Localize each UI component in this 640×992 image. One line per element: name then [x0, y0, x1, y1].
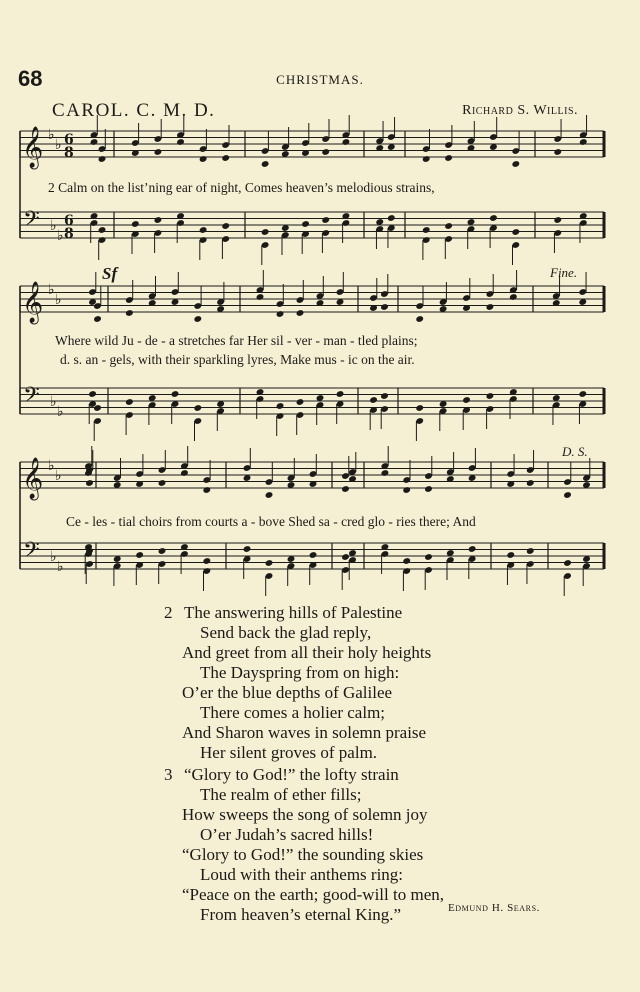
notehead [202, 557, 211, 565]
page-number: 68 [18, 66, 43, 91]
notehead [402, 486, 411, 494]
verse-line: The Dayspring from on high: [200, 663, 400, 682]
notehead [578, 390, 587, 398]
notehead [88, 390, 97, 398]
notehead [98, 155, 107, 163]
running-title: CHRISTMAS. [276, 72, 364, 87]
ds-mark: D. S. [562, 444, 588, 459]
notehead [444, 222, 453, 230]
lyrics-system-3: Ce - les - tial choirs from courts a - bove Shed sa - cred glo - ries there; And [66, 514, 476, 529]
notehead [176, 138, 185, 146]
flat-sign: ♭ [57, 559, 64, 575]
notehead [154, 216, 163, 224]
notehead [221, 222, 230, 230]
treble-clef: 𝄞 [22, 127, 44, 168]
notehead [369, 396, 378, 404]
notehead [171, 390, 180, 398]
verse-author: Edmund H. Sears. [447, 902, 540, 914]
notehead [193, 404, 202, 412]
notehead [125, 309, 134, 317]
bass-clef: 𝄢 [23, 538, 40, 568]
notehead [486, 303, 495, 311]
notehead [553, 148, 562, 156]
verse-line: “Glory to God!” the lofty strain [184, 765, 399, 784]
notehead [199, 155, 208, 163]
notehead [276, 310, 285, 318]
notehead [125, 398, 134, 406]
verse-line: Send back the glad reply, [200, 623, 372, 642]
notehead [579, 138, 588, 146]
notehead [154, 148, 163, 156]
notehead [321, 216, 330, 224]
notehead [489, 214, 498, 222]
notehead [85, 479, 94, 487]
notehead [506, 551, 515, 559]
notehead [93, 315, 102, 323]
notehead [468, 545, 477, 553]
notehead [276, 402, 285, 410]
verse-line: “Glory to God!” the sounding skies [182, 845, 424, 864]
verse-line: The realm of ether fills; [200, 785, 362, 804]
notehead [486, 392, 495, 400]
notehead [563, 559, 572, 567]
verse-line: The answering hills of Palestine [184, 603, 403, 622]
notehead [526, 479, 535, 487]
verse-line: And greet from all their holy heights [182, 643, 432, 662]
flat-sign: ♭ [50, 218, 57, 234]
bass-clef: 𝄢 [23, 207, 40, 237]
flat-sign: ♭ [50, 394, 57, 410]
verse-line: How sweeps the song of solemn joy [182, 805, 428, 824]
notehead [265, 559, 274, 567]
notehead [509, 293, 518, 301]
flat-sign: ♭ [48, 282, 55, 298]
treble-clef: 𝄞 [22, 458, 44, 499]
notehead [135, 551, 144, 559]
notehead [511, 228, 520, 236]
verse-number: 3 [164, 765, 173, 784]
notehead [265, 491, 274, 499]
notehead [444, 154, 453, 162]
notehead [415, 315, 424, 323]
flat-sign: ♭ [48, 127, 55, 143]
notehead [380, 392, 389, 400]
verse-line: And Sharon waves in solemn praise [182, 723, 427, 742]
notehead [256, 293, 265, 301]
notehead [301, 220, 310, 228]
notehead [380, 303, 389, 311]
verse-line: There comes a holier calm; [200, 703, 386, 722]
notehead [202, 486, 211, 494]
flat-sign: ♭ [55, 137, 62, 153]
notehead [243, 545, 252, 553]
flat-sign: ♭ [48, 458, 55, 474]
notehead [553, 216, 562, 224]
notehead [193, 315, 202, 323]
notehead [422, 155, 431, 163]
time-signature-top: 6 [64, 213, 74, 229]
verse-line: Her silent groves of palm. [200, 743, 378, 762]
notehead [341, 553, 350, 561]
notehead [526, 547, 535, 555]
verse-line: O’er Judah’s sacred hills! [200, 825, 374, 844]
time-signature-bottom: 8 [64, 226, 74, 242]
verse-line: Loud with their anthems ring: [200, 865, 404, 884]
flat-sign: ♭ [55, 292, 62, 308]
notehead [424, 485, 433, 493]
lyrics-system-2-line-2: d. s. an - gels, with their sparkling lyres, Make mus - ic on the air. [60, 352, 415, 367]
notehead [309, 551, 318, 559]
notehead [296, 398, 305, 406]
notehead [511, 160, 520, 168]
notehead [321, 148, 330, 156]
notehead [563, 491, 572, 499]
lyrics-system-2-line-1: Where wild Ju - de - a stretches far Her sil - ver - man - tled plains; [55, 333, 418, 348]
notehead [462, 396, 471, 404]
notehead [424, 553, 433, 561]
tune-name: CAROL. C. M. D. [52, 100, 216, 121]
notehead [180, 469, 189, 477]
flat-sign: ♭ [55, 468, 62, 484]
notehead [341, 485, 350, 493]
notehead [90, 138, 99, 146]
fine-mark: Fine. [550, 265, 578, 280]
lyrics-system-1: 2 Calm on the list’ning ear of night, Comes heaven’s melodious strains, [48, 180, 435, 195]
notehead [98, 226, 107, 234]
verse-line: From heaven’s eternal King.” [200, 905, 402, 924]
time-signature-top: 6 [64, 132, 74, 148]
notehead [296, 309, 305, 317]
notehead [261, 228, 270, 236]
verse-line: “Peace on the earth; good-will to men, [182, 885, 444, 904]
notehead [336, 390, 345, 398]
treble-clef: 𝄞 [22, 282, 44, 323]
notehead [221, 154, 230, 162]
flat-sign: ♭ [57, 404, 64, 420]
notehead [402, 557, 411, 565]
notehead [422, 226, 431, 234]
composer: Richard S. Willis. [462, 103, 578, 118]
notehead [158, 479, 167, 487]
flat-sign: ♭ [57, 228, 64, 244]
flat-sign: ♭ [50, 549, 57, 565]
notehead [415, 404, 424, 412]
verse-number: 2 [164, 603, 173, 622]
sforzando-mark: Sf [102, 264, 118, 283]
notehead [387, 214, 396, 222]
notehead [381, 469, 390, 477]
notehead [261, 160, 270, 168]
notehead [199, 226, 208, 234]
verse-line: O’er the blue depths of Galilee [182, 683, 393, 702]
notehead [342, 138, 351, 146]
time-signature-bottom: 8 [64, 145, 74, 161]
notehead [158, 547, 167, 555]
notehead [131, 220, 140, 228]
bass-clef: 𝄢 [23, 383, 40, 413]
